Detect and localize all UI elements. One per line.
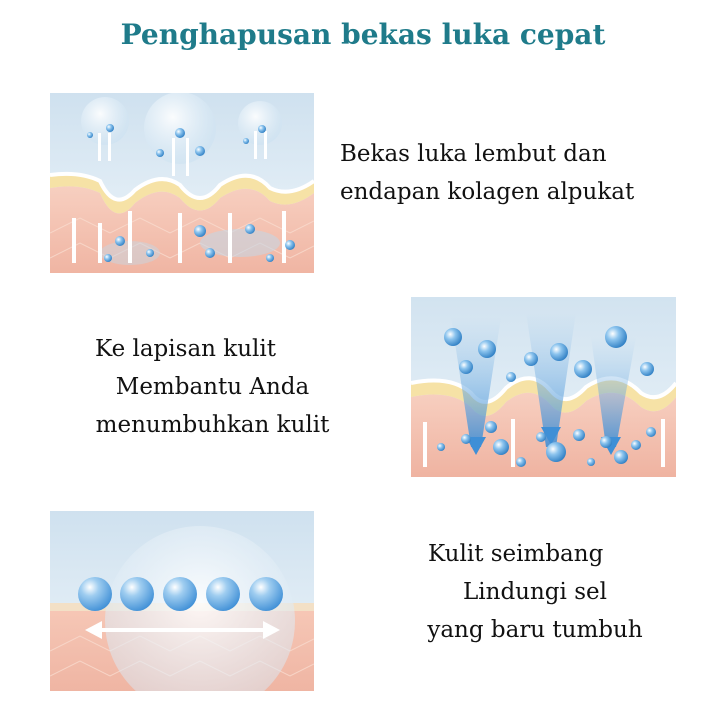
- caption-line: Lindungi sel: [463, 579, 607, 605]
- caption-protection: [410, 535, 660, 649]
- caption-line: yang baru tumbuh: [427, 617, 643, 643]
- caption-scar-collagen: [340, 135, 634, 211]
- caption-line: menumbuhkan kulit: [95, 412, 330, 438]
- skin-scar-collagen-illustration: [50, 93, 314, 273]
- skin-protection-dome-illustration: [50, 511, 314, 691]
- caption-line: Membantu Anda: [115, 374, 310, 400]
- caption-line: Ke lapisan kulit: [95, 336, 276, 362]
- caption-line: endapan kolagen alpukat: [340, 179, 635, 205]
- page-title: Penghapusan bekas luka cepat: [120, 18, 606, 51]
- caption-line: Kulit seimbang: [428, 541, 604, 567]
- caption-penetration: [70, 330, 355, 444]
- caption-line: Bekas luka lembut dan: [340, 141, 607, 167]
- skin-penetration-illustration: [411, 297, 676, 477]
